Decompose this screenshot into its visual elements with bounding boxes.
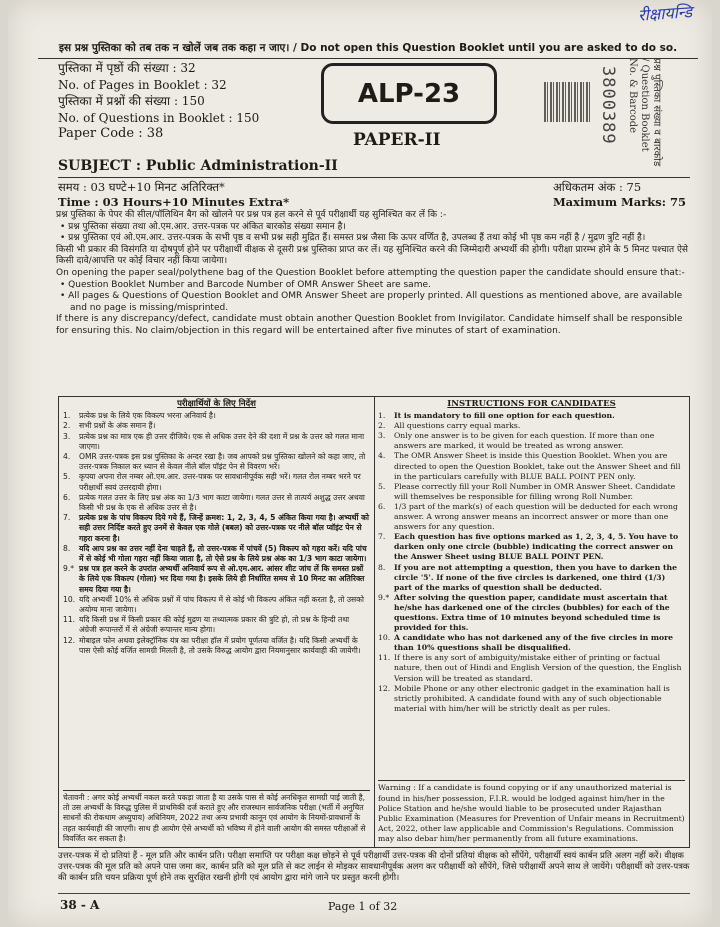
- pages-count-hi: पुस्तिका में पृष्ठों की संख्या : 32: [58, 61, 196, 75]
- pages-count-en: No. of Pages in Booklet : 32: [58, 77, 227, 92]
- list-item: 1. प्रत्येक प्रश्न के लिये एक विकल्प भरना अनिवार्य है।: [63, 411, 216, 421]
- list-item: 11. यदि किसी प्रश्न में किसी प्रकार की कोई मुद्रण या तथ्यात्मक प्रकार की त्रुटि हो, तो प्रश्न के हिन्दी तथा अंग्रेजी रूपान्तरों में से अंग्रेजी रूपान्तर मान्य होगा।: [63, 615, 350, 635]
- booklet-info: [58, 60, 308, 143]
- exam-code: ALP-23: [357, 78, 461, 109]
- list-item: 2. सभी प्रश्नों के अंक समान हैं।: [63, 421, 156, 431]
- time-hi: समय : 03 घण्टे+10 मिनट अतिरिक्त*: [58, 180, 225, 194]
- divider: [58, 177, 690, 178]
- list-item: 5. Please correctly fill your Roll Number in OMR Answer Sheet. Candidate will themselves be responsible for filling wrong Roll Number.: [378, 481, 676, 501]
- handwritten-note: रीक्षायन्डि: [637, 2, 693, 25]
- list-item: 7. Each question has five options marked as 1, 2, 3, 4, 5. You have to darken only one circle (bubble) indicating the correct answer on the Answer Sheet using BLUE BALL POINT PEN.: [378, 532, 679, 562]
- list-item: 9.* प्रश्न पत्र हल करने के उपरांत अभ्यर्थी अनिवार्य रूप से ओ.एम.आर. आंसर शीट जांच लें कि समस्त प्रश्नों के लिये एक विकल्प (गोला) भर दिया गया है। इसके लिये ही निर्धारित समय से 10 मिनट का अतिरिक्त समय दिया गया है।: [63, 564, 365, 594]
- exam-code-box: [321, 63, 497, 124]
- instruction-line: • Question Booklet Number and Barcode Number of OMR Answer Sheet are same.: [60, 279, 431, 290]
- divider: [58, 893, 690, 894]
- booklet-number-label: प्रश्न पुस्तिका संख्या व बारकोड / Question Booklet No. & Barcode: [627, 58, 662, 167]
- question-booklet-cover: [8, 0, 712, 927]
- footer-code: 38 - A: [60, 898, 100, 912]
- instruction-line: On opening the paper seal/polythene bag of the Question Booklet before attempting the question paper the candidate should ensure that:-: [56, 267, 685, 278]
- list-item: 4. The OMR Answer Sheet is inside this Question Booklet. When you are directed to open the Question Booklet, take out the Answer Sheet and fill in the particulars carefully with BLUE BALL POINT PEN only.: [378, 451, 681, 481]
- list-item: 8. यदि आप प्रश्न का उत्तर नहीं देना चाहते हैं, तो उत्तर-पत्रक में पांचवें (5) विकल्प को गहरा करें। यदि पांच में से कोई भी गोला गहरा नहीं किया जाता है, तो ऐसे प्रश्न के लिये प्रश्न अंक का 1/3 भाग काटा जायेगा।: [63, 543, 367, 564]
- do-not-open-notice: इस प्रश्न पुस्तिका को तब तक न खोलें जब तक कहा न जाए। / Do not open this Question Booklet until you are asked to do so.: [38, 41, 698, 59]
- paper-title: PAPER-II: [353, 130, 441, 150]
- list-item: 8. If you are not attempting a question, then you have to darken the circle '5'. If none of the five circles is darkened, one third (1/3) part of the marks of question shall be deducted.: [378, 562, 677, 592]
- questions-count-hi: पुस्तिका में प्रश्नों की संख्या : 150: [58, 94, 205, 108]
- list-item: 12. Mobile Phone or any other electronic gadget in the examination hall is strictly prohibited. A candidate found with any of such objectionable material with him/her will be strictly dealt as per rules.: [378, 683, 670, 713]
- list-item: 9.* After solving the question paper, candidate must ascertain that he/she has darkened one of the circles (bubbles) for each of the questions. Extra time of 10 minutes beyond scheduled time is provided for this.: [378, 592, 670, 633]
- page-number: Page 1 of 32: [328, 900, 398, 913]
- pre-exam-instructions: [56, 210, 690, 338]
- qr-barcode-icon: [544, 82, 590, 122]
- list-item: 6. प्रत्येक गलत उत्तर के लिए प्रश्न अंक का 1/3 भाग काटा जायेगा। गलत उत्तर से तात्पर्य अशुद्ध उत्तर अथवा किसी भी प्रश्न के एक से अधिक उत्तर से है।: [63, 492, 365, 513]
- english-heading: INSTRUCTIONS FOR CANDIDATES: [447, 399, 616, 409]
- english-instructions: [374, 397, 689, 847]
- answer-sheet-note: उत्तर-पत्रक में दो प्रतियां हैं - मूल प्रति और कार्बन प्रति। परीक्षा समाप्ति पर परीक्षा कक्ष छोड़ने से पूर्व परीक्षार्थी उत्तर-पत्रक की दोनों प्रतियां वीक्षक को सौंपेंगे, परीक्षार्थी स्वयं कार्बन प्रति अलग नहीं करें। वीक्षक उत्तर-पत्रक की मूल प्रति को अपने पास जमा कर, कार्बन प्रति को मूल प्रति से कट लाईन से मोड़कर सावधानीपूर्वक अलग कर परीक्षार्थी को सौंपेंगे, जिसे परीक्षार्थी अपने साथ ले जायेंगे। परीक्षार्थी को उत्तर-पत्रक की कार्बन प्रति चयन प्रक्रिया पूर्ण होने तक सुरक्षित रखनी होगी एवं आयोग द्वारा मांगे जाने पर प्रस्तुत करनी होगी।: [58, 851, 690, 884]
- list-item: 3. प्रत्येक प्रश्न का मात्र एक ही उत्तर दीजिये। एक से अधिक उत्तर देने की दशा में प्रश्न के उत्तर को गलत माना जाएगा।: [63, 431, 365, 451]
- time-en: Time : 03 Hours+10 Minutes Extra*: [58, 195, 290, 209]
- marks-en: Maximum Marks: 75: [552, 195, 686, 209]
- list-item: 1. It is mandatory to fill one option for each question.: [378, 411, 615, 421]
- list-item: 6. 1/3 part of the mark(s) of each question will be deducted for each wrong answer. A wrong answer means an incorrect answer or more than one answers for any question.: [378, 501, 678, 532]
- list-item: 2. All questions carry equal marks.: [378, 421, 521, 431]
- marks-info: [553, 180, 686, 210]
- list-item: 12. मोबाइल फोन अथवा इलेक्ट्रॉनिक यंत्र का परीक्षा हॉल में प्रयोग पूर्णतया वर्जित है। यदि किसी अभ्यर्थी के पास ऐसी कोई वर्जित सामग्री मिलती है, तो उसके विरुद्ध आयोग द्वारा नियमानुसार कार्यवाही की जायेगी।: [63, 635, 361, 655]
- list-item: 7. प्रत्येक प्रश्न के पांच विकल्प दिये गये हैं, जिन्हें क्रमश: 1, 2, 3, 4, 5 अंकित किया गया है। अभ्यर्थी को सही उत्तर निर्दिष्ट करते हुए उनमें से केवल एक गोले (बबल) को उत्तर-पत्रक पर नीले बॉल प्वॉइंट पेन से गहरा करना है।: [63, 513, 369, 543]
- subject-title: SUBJECT : Public Administration-II: [58, 158, 338, 174]
- instruction-line: • प्रश्न पुस्तिका संख्या तथा ओ.एम.आर. उत्तर-पत्रक पर अंकित बारकोड संख्या समान है।: [60, 221, 346, 232]
- instruction-line: प्रश्न पुस्तिका के पेपर की सील/पॉलिथिन बैग को खोलने पर प्रश्न पत्र हल करने से पूर्व परीक्षार्थी यह सुनिश्चित कर लें कि :-: [56, 210, 447, 220]
- instruction-line: • प्रश्न पुस्तिका एवं ओ.एम.आर. उत्तर-पत्रक के सभी पृष्ठ व सभी प्रश्न सही मुद्रित हैं। समस्त प्रश्न जैसा कि ऊपर वर्णित है, उपलब्ध हैं तथा कोई भी पृष्ठ कम नहीं है / मुद्रण त्रुटि नहीं है।: [60, 233, 646, 244]
- list-item: 5. कृपया अपना रोल नम्बर ओ.एम.आर. उत्तर-पत्रक पर सावधानीपूर्वक सही भरें। गलत रोल नम्बर भरने पर परीक्षार्थी स्वयं उत्तरदायी होगा।: [63, 472, 361, 492]
- questions-count-en: No. of Questions in Booklet : 150: [58, 110, 260, 125]
- english-warning: Warning : If a candidate is found copying or if any unauthorized material is found in his/her possession, F.I.R. would be lodged against him/her in the Police Station and he/she would liable to be prosecuted under Rajasthan Public Examination (Measures for Prevention of Unfair means in Recruitment) Act, 2022, other law applicable and Commission's Regulations. Commission may also debar him/her permanently from all future examinations.: [378, 780, 685, 844]
- list-item: 10. A candidate who has not darkened any of the five circles in more than 10% questions shall be disqualified.: [378, 633, 674, 653]
- list-item: 10. यदि अभ्यर्थी 10% से अधिक प्रश्नों में पांच विकल्प में से कोई भी विकल्प अंकित नहीं करता है, तो उसको अयोग्य माना जायेगा।: [63, 594, 364, 615]
- time-info: [58, 180, 289, 210]
- hindi-instructions: [59, 397, 375, 847]
- instruction-line: किसी भी प्रकार की विसंगति या दोषपूर्ण होने पर परीक्षार्थी वीक्षक से दूसरी प्रश्न पुस्तिका प्राप्त कर लें। यह सुनिश्चित करने की जिम्मेदारी अभ्यर्थी की होगी। परीक्षा प्रारम्भ होने के 5 मिनट पश्चात ऐसे किसी दावे/आपत्ति पर कोई विचार नहीं किया जायेगा।: [56, 244, 689, 267]
- marks-hi: अधिकतम अंक : 75: [552, 180, 642, 194]
- instructions-table: [58, 396, 690, 848]
- instruction-line: • All pages & Questions of Question Booklet and OMR Answer Sheet are properly printed. All questions as mentioned above, are available and no page is missing/misprinted.: [60, 291, 683, 313]
- instruction-line: If there is any discrepancy/defect, candidate must obtain another Question Booklet from Invigilator. Candidate himself shall be responsible for ensuring this. No claim/objection in this regard will be entertained after five minutes of start of examination.: [56, 314, 683, 336]
- list-item: 3. Only one answer is to be given for each question. If more than one answers are marked, it would be treated as wrong answer.: [378, 431, 655, 451]
- hindi-warning: चेतावनी : अगर कोई अभ्यर्थी नकल करते पकड़ा जाता है या उसके पास से कोई अनधिकृत सामग्री पाई जाती है, तो उस अभ्यर्थी के विरुद्ध पुलिस में प्राथमिकी दर्ज कराते हुए और राजस्थान सार्वजनिक परीक्षा (भर्ती में अनुचित साधनों की रोकथाम अध्युपाय) अधिनियम, 2022 तथा अन्य प्रभावी कानून एवं आयोग के नियमों-प्रावधानों के तहत कार्यवाही की जाएगी। साथ ही आयोग ऐसे अभ्यर्थी को भविष्य में होने वाली आयोग की समस्त परीक्षाओं से विवर्जित कर सकता है।: [63, 790, 370, 844]
- paper-code: Paper Code : 38: [58, 126, 164, 141]
- list-item: 11. If there is any sort of ambiguity/mistake either of printing or factual nature, then out of Hindi and English Version of the question, the English Version will be treated as standard.: [378, 653, 682, 683]
- booklet-serial-number: 3800389: [598, 66, 618, 145]
- hindi-heading: परीक्षार्थियों के लिए निर्देश: [177, 399, 256, 409]
- list-item: 4. OMR उत्तर-पत्रक इस प्रश्न पुस्तिका के अन्दर रखा है। जब आपको प्रश्न पुस्तिका खोलने को कहा जाए, तो उत्तर-पत्रक निकाल कर ध्यान से केवल नीले बॉल पॉइंट पेन से विवरण भरें।: [63, 452, 366, 472]
